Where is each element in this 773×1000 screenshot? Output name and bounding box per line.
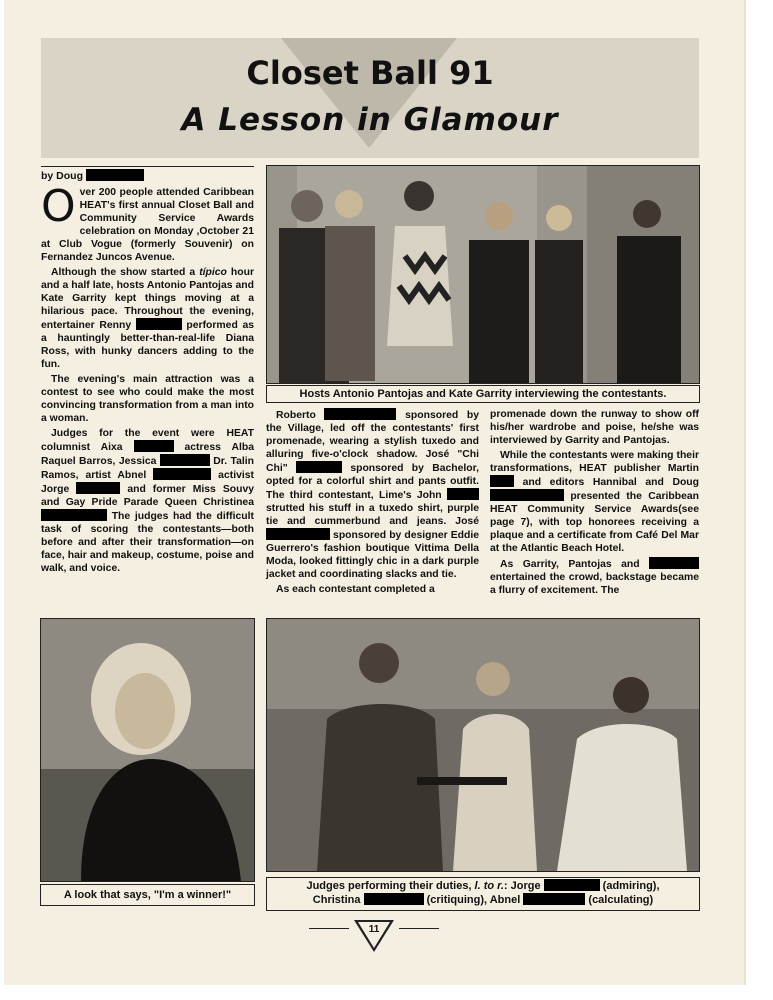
paragraph	[41, 427, 254, 575]
paragraph	[490, 557, 699, 597]
paragraph-text: While the contestants were making their transformations, HEAT publisher Martin	[490, 450, 699, 474]
paragraph	[41, 266, 254, 371]
paragraph-text: presented the Caribbean HEAT Community Service Awards(see page 7), with top honorees receiving a plaque and a certificate from Café Del Mar at the Atlantic Beach Hotel.	[490, 491, 699, 554]
caption-winner: A look that says, "I'm a winner!"	[40, 884, 255, 906]
paragraph-text: strutted his stuff in a tuxedo shirt, purple tie and cummerbund and jeans. José	[266, 503, 479, 527]
redaction-bar	[136, 318, 182, 330]
redaction-bar	[490, 475, 514, 487]
redaction-bar	[76, 482, 120, 494]
redaction-bar	[134, 440, 174, 452]
paragraph-text: sponsored by designer Eddie Guerrero's fashion boutique Vittima Della Moda, looked fittingly chic in a dark purple jacket and coordinating slacks and tie.	[266, 530, 479, 580]
byline	[41, 166, 254, 182]
paragraph	[490, 408, 699, 447]
paragraph-text: As Garrity, Pantojas and	[500, 559, 649, 570]
caption-text: Christina	[312, 894, 364, 906]
caption-text: Judges performing their duties,	[306, 880, 475, 892]
paragraph-text: sponsored by Bachelor, opted for a colorful shirt and pants outfit. The third contestant, Lime's John	[266, 463, 479, 501]
photo-hosts-contestants	[266, 165, 700, 384]
redaction-bar	[364, 893, 424, 905]
paragraph	[490, 449, 699, 555]
paragraph-text: activist Jorge	[41, 470, 254, 495]
paragraph-text: performed as a hauntingly better-than-real-life Diana Ross, with hunky dancers adding to the fun.	[41, 320, 255, 370]
paragraph-text: promenade down the runway to show off his/her wardrobe and poise, he/she was interviewed by Garrity and Pantojas.	[490, 409, 699, 446]
page-number-ornament	[309, 920, 439, 960]
redaction-bar	[649, 557, 699, 569]
caption-text: (calculating)	[585, 894, 654, 906]
drop-cap: O	[41, 181, 76, 232]
redaction-bar	[296, 461, 342, 473]
redaction-bar	[490, 489, 564, 501]
article-subtitle: A Lesson in Glamour	[181, 102, 559, 138]
redaction-bar	[544, 879, 600, 891]
paragraph	[266, 408, 479, 581]
paragraph-text: sponsored by the Village, led off the contestants' first promenade, wearing a stylish tuxedo and alluring five-o'clock shadow. José "Chi Chi"	[266, 410, 480, 474]
paragraph-text: Dr. Talin Ramos, artist Abnel	[41, 456, 255, 481]
paragraph-text: Roberto	[276, 410, 325, 421]
paragraph-text: hour and a half late, hosts Antonio Pantojas and Kate Garrity kept things moving at a hilarious pace. Throughout the evening, entertainer Renny	[41, 267, 254, 331]
paragraph-text: Although the show started a	[51, 267, 200, 278]
article-column-2	[266, 408, 479, 598]
redaction-bar	[523, 893, 585, 905]
paragraph-text: actress Alba Raquel Barros, Jessica	[41, 442, 254, 467]
paragraph-text: The judges had the difficult task of scoring the contestants—both before and after their transformation—on face, hair and makeup, costume, poise and walk, and voice.	[41, 511, 254, 574]
paragraph-text: As each contestant completed a	[276, 584, 435, 595]
photo-judges	[266, 618, 700, 872]
paragraph-text: entertained the crowd, backstage became a flurry of excitement. The	[490, 572, 699, 596]
redaction-bar	[160, 454, 210, 466]
paragraph	[41, 373, 254, 425]
rule-right	[399, 928, 439, 929]
photo-winner-portrait	[40, 618, 255, 882]
caption-text: (admiring),	[599, 880, 660, 892]
photo-hosts-contestants-image	[267, 166, 699, 383]
paragraph-text: Judges for the event were HEAT columnist Aixa	[41, 428, 254, 453]
redaction-bar	[324, 408, 396, 420]
article-title: Closet Ball 91	[246, 54, 494, 92]
redaction-bar	[41, 509, 107, 521]
photo-winner-portrait-image	[41, 619, 254, 881]
caption-text: : Jorge	[503, 880, 544, 892]
photo-judges-image	[267, 619, 699, 871]
article-column-1	[41, 181, 255, 577]
article-column-3	[490, 408, 699, 599]
redaction-bar	[447, 488, 479, 500]
caption-judges-line-2	[267, 893, 699, 907]
rule-left	[309, 928, 349, 929]
magazine-page	[4, 0, 744, 985]
caption-hosts: Hosts Antonio Pantojas and Kate Garrity interviewing the contestants.	[266, 385, 700, 403]
article-header	[41, 38, 699, 158]
caption-judges-line-1	[267, 879, 699, 893]
paragraph-text: and editors Hannibal and Doug	[514, 477, 699, 488]
page-number: 11	[368, 924, 380, 935]
redaction-bar	[86, 169, 144, 181]
caption-text: (critiquing), Abnel	[423, 894, 524, 906]
paragraph-text: and former Miss Souvy and Gay Pride Parade Queen Christinea	[41, 484, 255, 508]
byline-text: by Doug	[41, 170, 83, 182]
paragraph-text: The evening's main attraction was a contest to see who could make the most convincing transformation from a man into a woman.	[41, 374, 254, 424]
paragraph	[266, 583, 479, 596]
redaction-bar	[153, 468, 211, 480]
emphasis-text: típico	[199, 267, 227, 278]
caption-judges	[266, 877, 700, 911]
caption-emphasis: l. to r.	[474, 880, 504, 892]
paragraph	[41, 181, 254, 264]
paragraph-text: ver 200 people attended Caribbean HEAT's first annual Closet Ball and Community Service Awards celebration on Monday ,October 21 at Club Vogue (formerly Souvenir) on Fernandez Juncos Avenue.	[41, 187, 254, 263]
redaction-bar	[266, 528, 330, 540]
